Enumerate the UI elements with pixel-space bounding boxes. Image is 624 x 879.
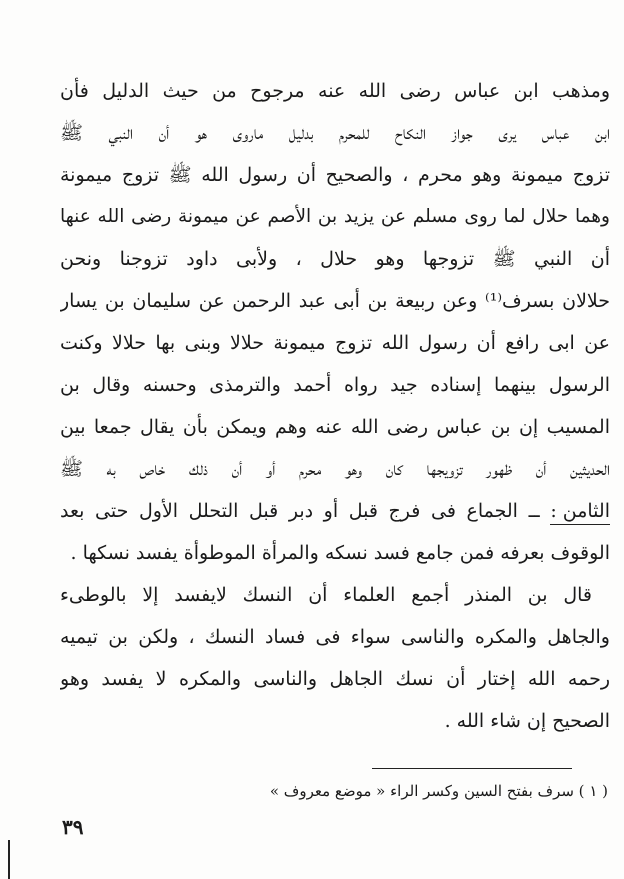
paragraph-line: رحمه الله إختار أن نسك الجاهل والناسى والمكره لا يفسد وهو bbox=[60, 668, 610, 690]
text-line: أن النبي ﷺ تزوجها وهو حلال ، ولأبى داود تزوجنا ونحن bbox=[60, 248, 610, 270]
body-text bbox=[60, 70, 610, 742]
text-line: ابن عباس يرى جواز النكاح للمحرم بدليل ماروى هو أن النبي ﷺ bbox=[60, 122, 610, 144]
text-line: عن ابى رافع أن رسول الله تزوج ميمونة حلالا وبنى بها حلالا وكنت bbox=[60, 332, 610, 354]
section-heading-text: ــ الجماع فى فرج قبل أو دبر قبل التحلل الأول حتى بعد bbox=[60, 500, 540, 522]
text-line: حلالان بسرف⁽¹⁾ وعن ربيعة بن أبى عبد الرحمن عن سليمان بن يسار bbox=[60, 290, 610, 312]
section-heading-line bbox=[60, 490, 610, 532]
text-line: الحديثين أن ظهور تزويجها كان وهو محرم أو أن ذلك خاص به ﷺ bbox=[60, 458, 610, 480]
text-line: تزوج ميمونة وهو محرم ، والصحيح أن رسول الله ﷺ تزوج ميمونة bbox=[60, 164, 610, 186]
paragraph-line: والجاهل والمكره والناسى سواء فى فساد النسك ، ولكن بن تيميه bbox=[60, 626, 610, 648]
text-line: الرسول بينهما إسناده جيد رواه أحمد والترمذى وحسنه وقال بن bbox=[60, 374, 610, 396]
text-line: الوقوف بعرفه فمن جامع فسد نسكه والمرأة الموطوأة يفسد نسكها . bbox=[70, 542, 610, 564]
text-line: المسيب إن بن عباس رضى الله عنه وهم ويمكن بأن يقال جمعا بين bbox=[60, 416, 610, 438]
text-line: وهما حلال لما روى مسلم عن يزيد بن الأصم عن ميمونة رضى الله عنها bbox=[60, 206, 610, 227]
page-number: ٣٩ bbox=[62, 815, 84, 839]
section-heading-label: الثامن : bbox=[550, 498, 610, 525]
scan-edge-mark bbox=[8, 840, 10, 879]
footnote: ( ١ ) سرف بفتح السين وكسر الراء « موضع معروف » bbox=[269, 782, 608, 800]
text-line: ومذهب ابن عباس رضى الله عنه مرجوح من حيث الدليل فأن bbox=[60, 80, 610, 102]
paragraph-line: الصحيح إن شاء الله . bbox=[444, 710, 610, 732]
footnote-separator bbox=[372, 768, 572, 769]
paragraph-line: قال بن المنذر أجمع العلماء أن النسك لايفسد إلا بالوطىء bbox=[60, 584, 592, 606]
